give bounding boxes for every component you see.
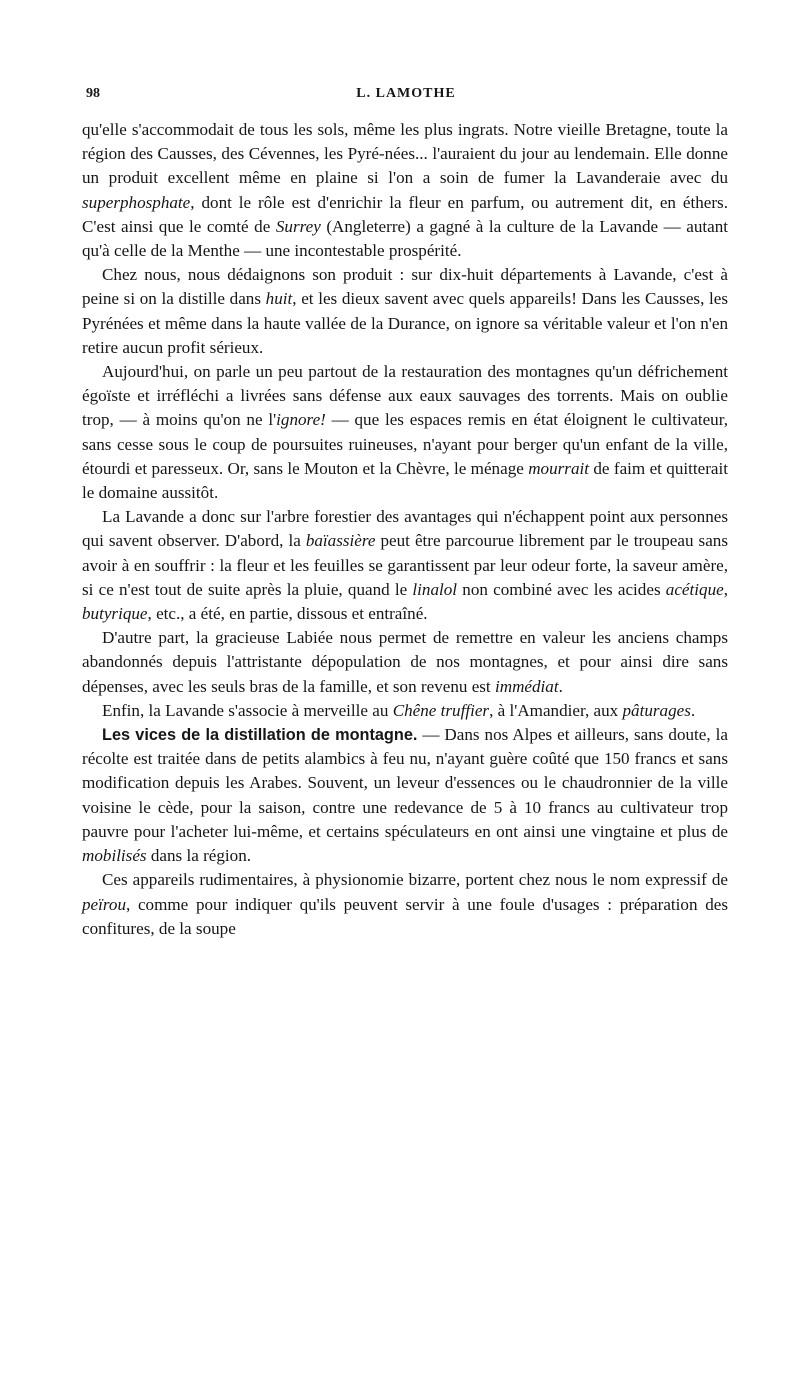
- text-run: — Dans nos Alpes et ailleurs, sans doute, la récolte est traitée dans de petits alambics à feu nu, n'ayant guère coûté que 150 francs et sans modification depuis les Arabes. Souvent, un leveur d'essences ou le chaudronnier de la ville voisine le cède, pour la saison, contre une redevance de 5 à 10 francs au cultivateur trop pauvre pour l'acheter lui-même, et certains spéculateurs en ont ainsi une vingtaine et plus de: [82, 725, 728, 841]
- text-run: non combiné avec les acides: [457, 579, 666, 599]
- paragraph: [82, 868, 728, 941]
- text-run: , et les dieux savent avec quels appareils! Dans les Causses, les Pyrénées et même dans la haute vallée de la Durance, on ignore sa véritable valeur et l'on n'en retire aucun profit sérieux.: [82, 289, 728, 357]
- text-run: qu'elle s'accommodait de tous les sols, même les plus ingrats. Notre vieille Bretagne, toute la région des Causses, des Cévennes, les Pyré-nées... l'auraient du jour au lendemain. Elle donne un produit excellent même en plaine si l'on a soin de fumer la Lavanderaie avec du: [82, 120, 728, 188]
- text-run: .: [558, 676, 563, 696]
- text-run: Aujourd'hui, on parle un peu partout de la restauration des montagnes qu'un défrichement égoïste et irréfléchi a livrées sans défense aux eaux sauvages des torrents. Mais on oublie trop, — à moins qu'on ne l': [82, 362, 728, 430]
- text-run: peut être parcourue librement par le troupeau sans avoir à en souffrir : la fleur et les feuilles se garantissent par leur odeur forte, la saveur amère, si ce n'est tout de suite après la pluie, quand le: [82, 531, 728, 599]
- text-run: , dont le rôle est d'enrichir la fleur en parfum, ou autrement dit, en éthers. C'est ainsi que le comté de: [82, 192, 728, 236]
- text-run: Ces appareils rudimentaires, à physionomie bizarre, portent chez nous le nom expressif de: [102, 870, 728, 890]
- italic-term: superphosphate: [82, 192, 191, 212]
- italic-term: Surrey: [275, 216, 321, 236]
- italic-term: peïrou: [82, 894, 126, 914]
- text-run: , comme pour indiquer qu'ils peuvent servir à une foule d'usages : préparation des confitures, de la soupe: [82, 894, 728, 938]
- paragraph: [82, 263, 728, 360]
- italic-term: immédiat: [494, 676, 559, 696]
- page-header: [86, 86, 726, 108]
- italic-term: mourrait: [528, 458, 589, 478]
- italic-term: pâturages: [622, 700, 691, 720]
- running-head: L. LAMOTHE: [356, 86, 456, 101]
- text-run: , etc., a été, en partie, dissous et entraîné.: [147, 604, 428, 624]
- italic-term: ignore!: [276, 410, 326, 430]
- text-run: Chez nous, nous dédaignons son produit : sur dix-huit départements à Lavande, c'est à peine si on la distille dans: [82, 265, 728, 309]
- paragraph: [82, 626, 728, 699]
- page-number: 98: [86, 86, 100, 101]
- italic-term: mobilisés: [82, 846, 147, 866]
- italic-term: linalol: [412, 579, 458, 599]
- text-run: dans la région.: [146, 846, 252, 866]
- text-run: .: [690, 700, 696, 720]
- text-run: D'autre part, la gracieuse Labiée nous permet de remettre en valeur les anciens champs abandonnés depuis l'attristante dépopulation de nos montagnes, et pour ainsi dire sans dépenses, avec les seuls bras de la famille, et son revenu est: [82, 628, 728, 696]
- text-run: — que les espaces remis en état éloignent le cultivateur, sans cesse sous le coup de poursuites ruineuses, n'ayant pour berger qu'un enfant de la ville, étourdi et paresseux. Or, sans le Mouton et la Chèvre, le ménage: [82, 410, 728, 478]
- text-run: , à l'Amandier, aux: [489, 700, 623, 720]
- italic-term: huit: [265, 289, 293, 309]
- text-run: (Angleterre) a gagné à la culture de la Lavande — autant qu'à celle de la Menthe — une incontestable prospérité.: [82, 216, 729, 261]
- paragraph: [82, 723, 728, 868]
- paragraph: [82, 699, 728, 723]
- section-heading: Les vices de la distillation de montagne.: [102, 726, 418, 745]
- paragraph: [82, 505, 728, 626]
- paragraph: [82, 118, 728, 263]
- italic-term: Chêne truffier: [392, 700, 490, 720]
- italic-term: baïassière: [305, 531, 376, 551]
- body-text: [82, 118, 728, 941]
- italic-term: butyrique: [82, 604, 148, 624]
- text-run: La Lavande a donc sur l'arbre forestier des avantages qui n'échappent point aux personnes qui savent observer. D'abord, la: [82, 507, 728, 551]
- italic-term: acétique: [665, 579, 724, 599]
- paragraph: [82, 360, 728, 505]
- text-run: Enfin, la Lavande s'associe à merveille au: [102, 700, 393, 720]
- text-run: de faim et quitterait le domaine aussitôt.: [82, 458, 728, 503]
- text-run: ,: [723, 579, 728, 599]
